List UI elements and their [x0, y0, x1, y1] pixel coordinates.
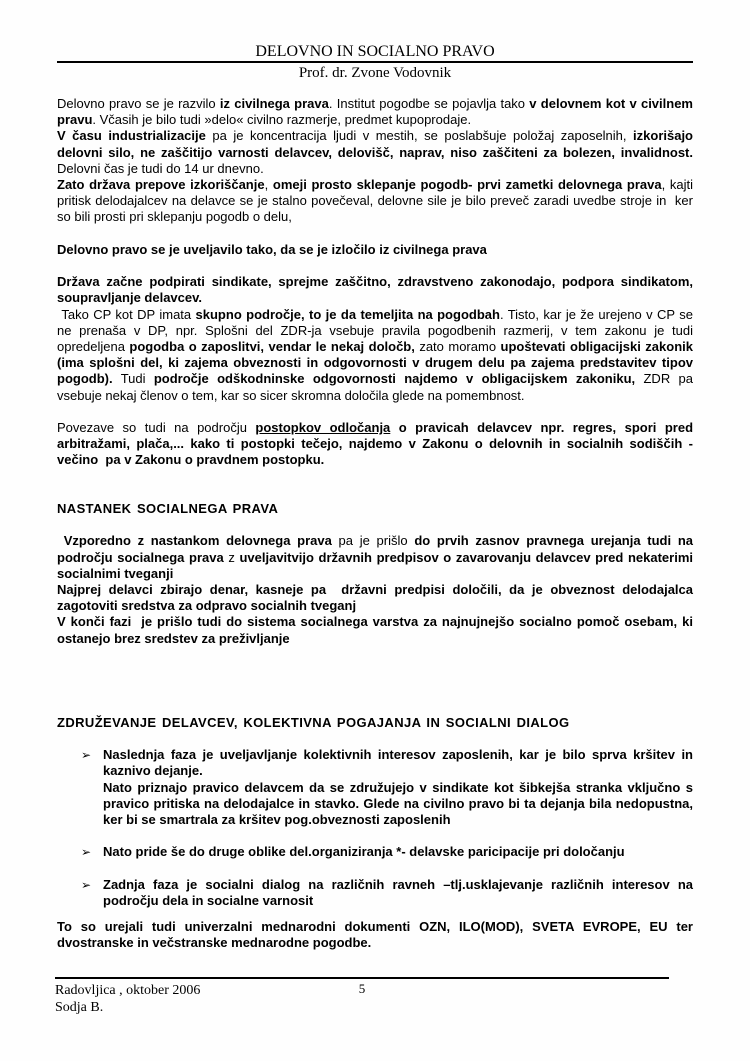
footer-author: Sodja B. — [55, 1000, 104, 1015]
paragraph-state-support: Država začne podpirati sindikate, sprejme zaščitno, zdravstveno zakonodajo, podpora sindikatom, soupravljanje delavcev. — [57, 274, 697, 306]
paragraph-origin-of-labour-law: Delovno pravo se je razvilo iz civilnega prava. Institut pogodbe se pojavlja tako v delovnem kot v civilnem pravu. Včasih je bilo tudi »delo« civilno razmerje, predmet kupoprodaje. — [57, 96, 697, 128]
bullet-paragraph-unions-recognized: Nato priznajo pravico delavcem da se združujejo v sindikate kot šibkejša stranka vključno s pravico pritiska na delodajalce in stavko. Glede na civilno pravo bi ta dejanja bila nedopustna, ker bi se smartrala za kršitev pog.obveznosti zaposlenih — [103, 779, 697, 828]
bullet-paragraph-social-dialogue: Zadnja faza je socialni dialog na različnih ravneh –tlj.usklajevanje različnih interesov na področju dela in socialne varnosit — [103, 876, 697, 909]
paragraph-industrialization: V času industrializacije pa je koncentracija ljudi v mestih, se poslabšuje položaj zaposelnih, izkorišajo delovni silo, ne zaščitijo varnosti delavcev, delovišč, naprav, niso zaščiteni za bolezen, invalidnost. Delovni čas je tudi do 14 ur dnevno. — [57, 128, 701, 176]
paragraph-separation-from-civil-law: Delovno pravo se je uveljavilo tako, da se je izločilo iz civilnega prava — [57, 241, 487, 257]
paragraph-state-prohibition: Zato država prepove izkoriščanje, omeji prosto sklepanje pogodb- prvi zametki delovnega prava, kajti pritisk delodajalcev na delavce se je stalno povečeval, delovne sile je bilo preveč zaradi uvedbe stroje in ker so bili prosti pri sklepanju pogodb o delu, — [57, 177, 697, 225]
page-footer — [55, 977, 669, 1016]
list-item-worker-participation — [57, 844, 693, 860]
arrow-bullet-icon: ➢ — [81, 877, 92, 892]
bullet-text — [103, 844, 693, 860]
footer-place-date: Radovljica , oktober 2006 — [55, 983, 201, 998]
document-body — [57, 96, 701, 952]
bullet-text — [103, 876, 697, 909]
arrow-bullet-icon: ➢ — [81, 748, 92, 763]
paragraph-common-field: Tako CP kot DP imata skupno področje, to je da temeljita na pogodbah. Tisto, kar je že urejeno v CP se ne prenaša v DP, npr. Splošni del ZDR-ja vsebuje pravila pogodbenih razmerij, v tem zakonu je tudi opredeljena pogodba o zaposlitvi, vendar le nekaj določb, zato moramo upoštevati obligacijski zakonik (ima splošni del, ki zajema obveznosti in odgovornosti v drugem delu pa zajema predstavitev tipov pogodb). Tudi področje odškodninske odgovornosti najdemo v obligacijskem zakoniku, ZDR pa vsebuje nekaj členov o tem, kar so sicer skromna določila glede na pomembnost. — [57, 306, 697, 403]
paragraph-workers-collect-money: Najprej delavci zbirajo denar, kasneje pa državni predpisi določili, da je obveznost delodajalca zagotoviti sredstva za odpravo socialnih tveganj — [57, 582, 697, 614]
bullet-paragraph-next-phase: Naslednja faza je uveljavljanje kolektivnih interesov zaposlenih, kar je bilo sprva kršitev in kaznivo dejanje. — [103, 747, 697, 779]
paragraph-international-documents: To so urejali tudi univerzalni mednarodni dokumenti OZN, ILO(MOD), SVETA EVROPE, EU ter dvostranske in večstranske mednarodne pogodbe. — [57, 919, 697, 951]
section-heading-association: ZDRUŽEVANJE DELAVCEV, KOLEKTIVNA POGAJANJA IN SOCIALNI DIALOG — [57, 714, 570, 730]
footer-row — [55, 979, 669, 999]
page-number: 5 — [358, 981, 366, 996]
paragraph-parallel-development: Vzporedno z nastankom delovnega prava pa je prišlo do prvih zasnov pravnega urejanja tudi na področju socialnega prava z uveljavitvijo državnih predpisov o zavarovanju delavcev pred nekaterimi socialnimi tveganji — [57, 533, 697, 581]
document-title: DELOVNO IN SOCIALNO PRAVO — [57, 0, 693, 63]
list-item-social-dialogue — [57, 876, 697, 909]
paragraph-social-assistance: V konči fazi je prišlo tudi do sistema socialnega varstva za najnujnejšo socialno pomoč osebam, ki ostanejo brez sredstev za preživljanje — [57, 614, 697, 646]
list-item-collective-interests — [57, 747, 697, 828]
arrow-bullet-icon: ➢ — [81, 845, 92, 860]
paragraph-decision-procedures: Povezave so tudi na področju postopkov odločanja o pravicah delavcev npr. regres, spori pred arbitražami, plača,... kako ti postopki tečejo, najdemo v Zakonu o delovnih in socialnih sodiščih - večino pa v Zakonu o pravdnem postopku. — [57, 420, 697, 468]
bullet-paragraph-participation: Nato pride še do druge oblike del.organiziranja *- delavske paricipacije pri določanju — [103, 844, 625, 860]
document-header — [57, 0, 693, 81]
document-author-line: Prof. dr. Zvone Vodovnik — [298, 65, 452, 81]
section-heading-social-law: NASTANEK SOCIALNEGA PRAVA — [57, 501, 279, 517]
bullet-text — [103, 747, 697, 828]
